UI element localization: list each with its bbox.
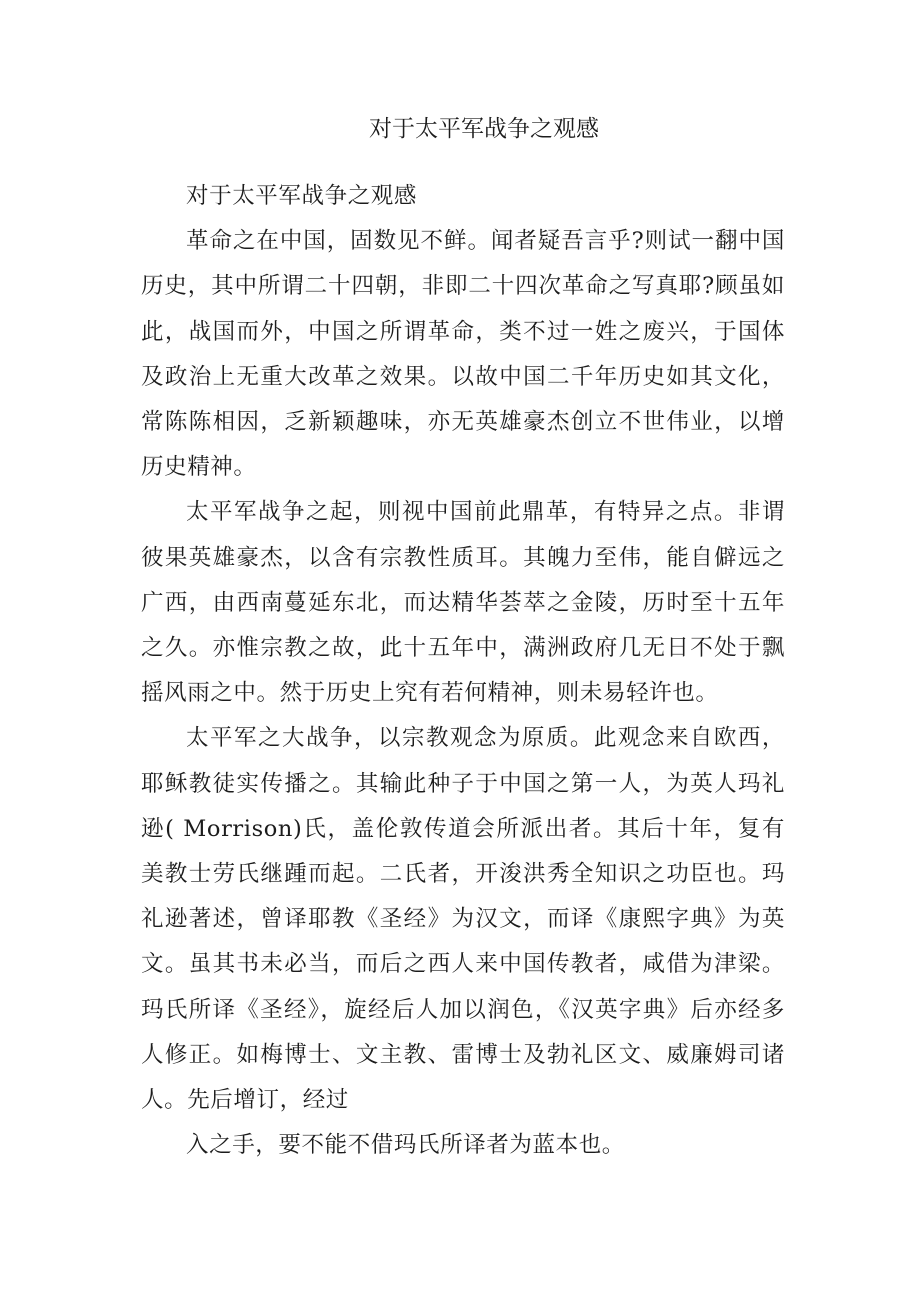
document-body [141,174,785,1168]
paragraph-subtitle: 对于太平军战争之观感 [186,183,418,209]
paragraph-2: 太平军战争之起，则视中国前此鼎革，有特异之点。非谓彼果英雄豪杰，以含有宗教性质耳。其魄力至伟，能自僻远之广西，由西南蔓延东北，而达精华荟萃之金陵，历时至十五年之久。亦惟宗教之故，此十五年中，满洲政府几无日不处于飘摇风雨之中。然于历史上究有若何精神，则未易轻许也。 [141,499,785,707]
paragraph-4: 入之手，要不能不借玛氏所译者为蓝本也。 [186,1132,625,1159]
paragraph-3: 太平军之大战争，以宗教观念为原质。此观念来自欧西，耶稣教徒实传播之。其输此种子于中国之第一人，为英人玛礼逊( Morrison)氏，盖伦敦传道会所派出者。其后十年，复有美教士劳氏继踵而起。二氏者，开浚洪秀全知识之功臣也。玛礼逊著述，曾译耶教《圣经》为汉文，而译《康熙字典》为英文。虽其书未必当，而后之西人来中国传教者，咸借为津梁。玛氏所译《圣经》，旋经后人加以润色，《汉英字典》后亦经多人修正。如梅博士、文主教、雷博士及勃礼区文、威廉姆司诸人。先后增订，经过 [141,725,785,1114]
paragraph-1: 革命之在中国，固数见不鲜。闻者疑吾言乎?则试一翻中国历史，其中所谓二十四朝，非即二十四次革命之写真耶?顾虽如此，战国而外，中国之所谓革命，类不过一姓之废兴，于国体及政治上无重大改革之效果。以故中国二千年历史如其文化，常陈陈相因，乏新颖趣味，亦无英雄豪杰创立不世伟业，以增历史精神。 [141,228,785,481]
document-title: 对于太平军战争之观感 [369,116,599,142]
